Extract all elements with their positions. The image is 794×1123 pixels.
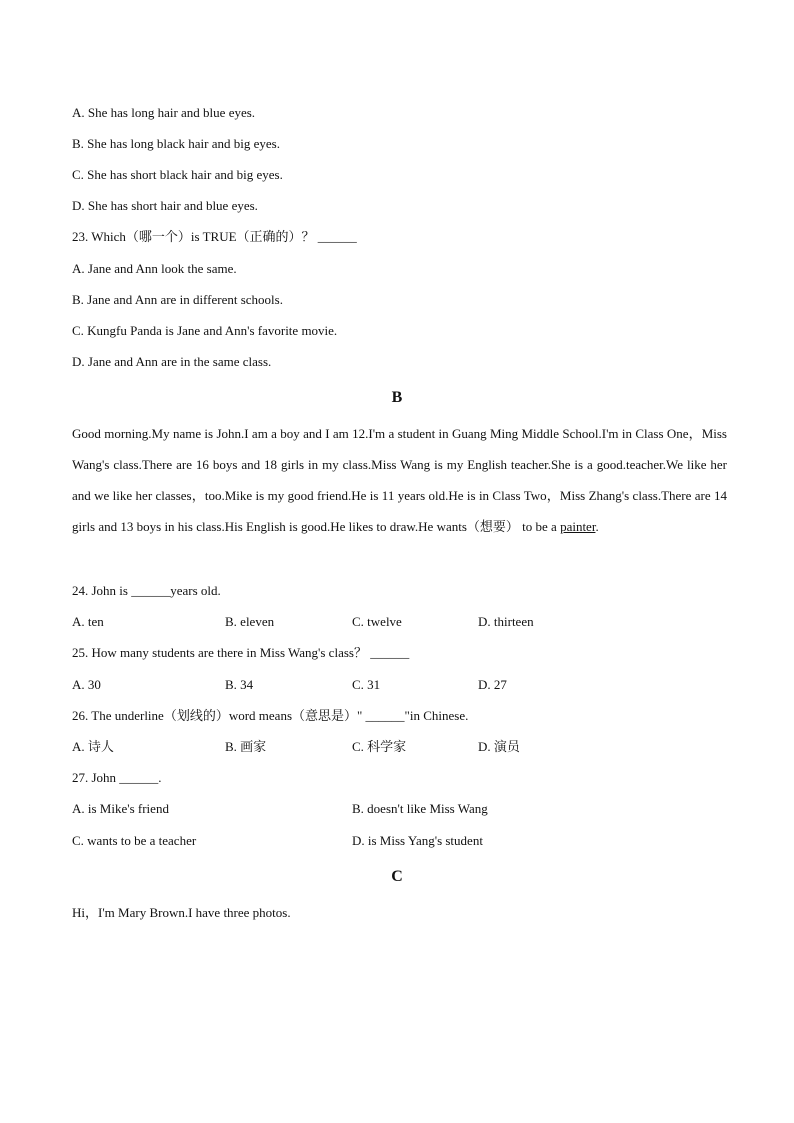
- passage-end: .: [595, 519, 599, 534]
- q24-stem: 24. John is ______years old.: [72, 583, 221, 598]
- q24-option-b: B. eleven: [225, 614, 275, 629]
- q23-option-b: B. Jane and Ann are in different schools.: [72, 292, 283, 307]
- q23-option-a: A. Jane and Ann look the same.: [72, 261, 237, 276]
- q26-option-d: D. 演员: [478, 739, 520, 754]
- q27-option-d: D. is Miss Yang's student: [352, 833, 483, 848]
- q25-option-d: D. 27: [478, 677, 507, 692]
- q25-stem: 25. How many students are there in Miss Wang's class？ ______: [72, 645, 410, 660]
- passage-text: Good morning.My name is John.I am a boy and I am 12.I'm a student in Guang Ming Middle School.I'm in Class One，Miss Wang's class.There are 16 boys and 18 girls in my class.Miss Wang is my English teacher.She is a good.teacher.We like her and we like her classes，too.Mike is my good friend.He is 11 years old.He is in Class Two，Miss Zhang's class.There are 14 girls and 13 boys in his class.His English is good.He likes to draw.He wants（想要） to be a: [72, 426, 727, 534]
- q26-option-b: B. 画家: [225, 739, 267, 754]
- q25-option-c: C. 31: [352, 677, 381, 692]
- underlined-word: painter: [560, 519, 596, 534]
- q22-option-b: B. She has long black hair and big eyes.: [72, 136, 280, 151]
- section-c-intro: Hi，I'm Mary Brown.I have three photos.: [72, 905, 291, 920]
- q25-option-a: A. 30: [72, 677, 101, 692]
- q26-option-c: C. 科学家: [352, 739, 407, 754]
- section-b-heading: B: [391, 389, 403, 406]
- q26-option-a: A. 诗人: [72, 739, 114, 754]
- q23-stem: 23. Which（哪一个）is TRUE（正确的）？ ______: [72, 229, 357, 244]
- q25-option-b: B. 34: [225, 677, 254, 692]
- q24-option-d: D. thirteen: [478, 614, 534, 629]
- q27-option-a: A. is Mike's friend: [72, 801, 169, 816]
- q27-option-b: B. doesn't like Miss Wang: [352, 801, 488, 816]
- q27-option-c: C. wants to be a teacher: [72, 833, 197, 848]
- q23-option-d: D. Jane and Ann are in the same class.: [72, 354, 272, 369]
- section-c-heading: C: [391, 868, 403, 885]
- q26-stem: 26. The underline（划线的）word means（意思是）" ______"in Chinese.: [72, 708, 469, 723]
- q27-stem: 27. John ______.: [72, 770, 162, 785]
- q23-option-c: C. Kungfu Panda is Jane and Ann's favorite movie.: [72, 323, 338, 338]
- q24-option-a: A. ten: [72, 614, 104, 629]
- q24-option-c: C. twelve: [352, 614, 402, 629]
- q22-option-a: A. She has long hair and blue eyes.: [72, 105, 256, 120]
- q22-option-c: C. She has short black hair and big eyes.: [72, 167, 283, 182]
- section-b-passage: [72, 418, 727, 542]
- q22-option-d: D. She has short hair and blue eyes.: [72, 198, 258, 213]
